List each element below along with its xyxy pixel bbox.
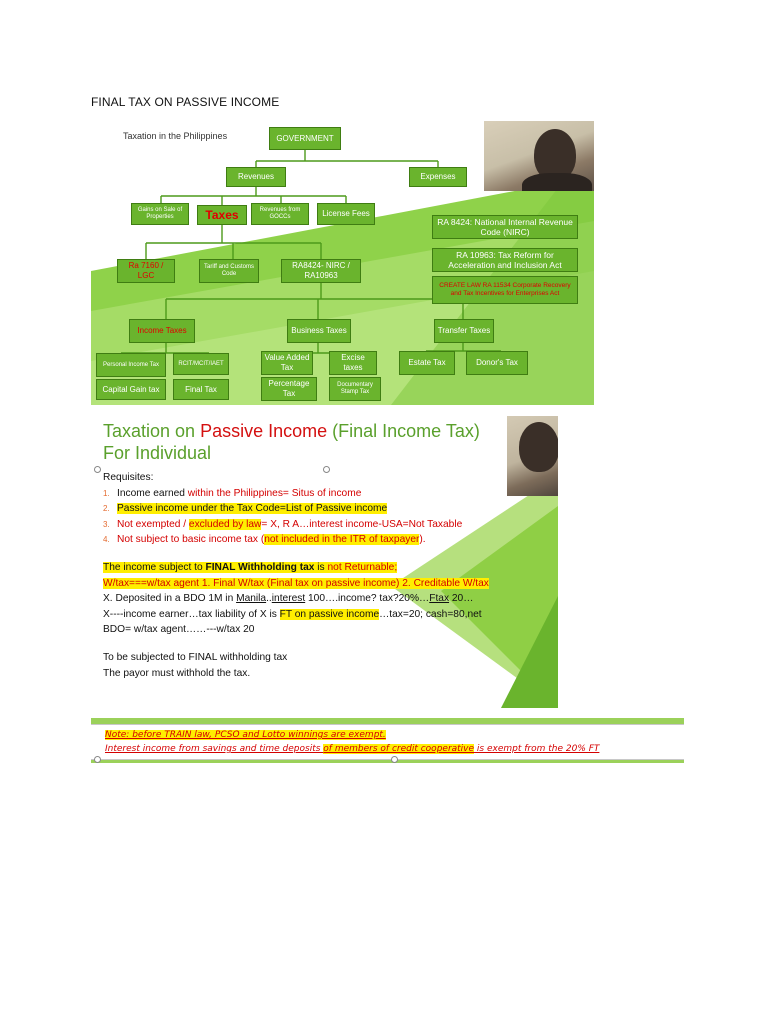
taxes-box: Taxes [197,205,247,225]
slide-body [103,470,553,681]
ra8424-box: RA 8424: National Internal Revenue Code (NIRC) [432,215,578,239]
expenses-box: Expenses [409,167,467,187]
government-box: GOVERNMENT [269,127,341,150]
personal-income-tax-box: Personal Income Tax [96,353,166,377]
revenue-gocc-box: Revenues from GOCCs [251,203,309,225]
final-tax-box: Final Tax [173,379,229,400]
percentage-tax-box: Percentage Tax [261,377,317,401]
note-strip [91,718,684,763]
note-line-1: Note: before TRAIN law, PCSO and Lotto winnings are exempt. [105,730,386,740]
slide-title: Taxation on Passive Income (Final Income Tax) For Individual [103,421,480,463]
taxation-hierarchy-slide [91,121,594,405]
requisite-2: 2. Passive income under the Tax Code=List of Passive income [103,503,388,515]
business-taxes-box: Business Taxes [287,319,351,343]
vat-box: Value Added Tax [261,351,313,375]
slide-heading: Taxation in the Philippines [123,131,228,141]
license-fees-box: License Fees [317,203,375,225]
note-line-2: Interest income from savings and time deposits of members of credit cooperative is exempt from the 20% FT [105,744,600,754]
document-title: FINAL TAX ON PASSIVE INCOME [91,95,280,109]
rcit-box: RCIT/MCIT/IAET [173,353,229,375]
resize-handle[interactable] [391,756,398,763]
passive-income-slide [91,416,558,708]
revenues-box: Revenues [226,167,286,187]
subject-line: The income subject to FINAL Withholding tax is not Returnable; [103,561,398,573]
wtax-line: W/tax===w/tax agent 1. Final W/tax (Final tax on passive income) 2. Creditable W/tax [103,577,489,589]
subjected-line: To be subjected to FINAL withholding tax [103,651,288,663]
create-law-box: CREATE LAW RA 11534 Corporate Recovery and Tax Incentives for Enterprises Act [432,276,578,304]
deposit-example-line: X. Deposited in a BDO 1M in Manila..interest 100….income? tax?20%…Ftax 20… [103,593,474,605]
gains-box: Gains on Sale of Properties [131,203,189,225]
payor-line: The payor must withhold the tax. [103,667,251,679]
webcam-overlay [484,121,594,191]
donors-tax-box: Donor's Tax [466,351,528,375]
resize-handle[interactable] [323,466,330,473]
requisite-1: 1. Income earned within the Philippines= Situs of income [103,487,362,499]
ra10963-box: RA 10963: Tax Reform for Acceleration and Inclusion Act [432,248,578,272]
requisite-3: 3. Not exempted / excluded by law= X, R A…interest income-USA=Not Taxable [103,518,463,530]
ra7160-box: Ra 7160 / LGC [117,259,175,283]
resize-handle[interactable] [94,466,101,473]
requisite-4: 4. Not subject to basic income tax (not included in the ITR of taxpayer). [103,534,426,546]
tariff-box: Tariff and Customs Code [199,259,259,283]
ra8424-nirc-box: RA8424- NIRC / RA10963 [281,259,361,283]
income-taxes-box: Income Taxes [129,319,195,343]
bdo-line: BDO= w/tax agent……---w/tax 20 [103,624,255,636]
resize-handle[interactable] [94,756,101,763]
capital-gain-box: Capital Gain tax [96,379,166,400]
transfer-taxes-box: Transfer Taxes [434,319,494,343]
note-box [91,724,684,760]
income-earner-line: X----income earner…tax liability of X is FT on passive income…tax=20; cash=80,net [103,608,482,620]
excise-box: Excise taxes [329,351,377,375]
documentary-stamp-box: Documentary Stamp Tax [329,377,381,401]
estate-tax-box: Estate Tax [399,351,455,375]
requisites-label: Requisites: [103,472,154,483]
